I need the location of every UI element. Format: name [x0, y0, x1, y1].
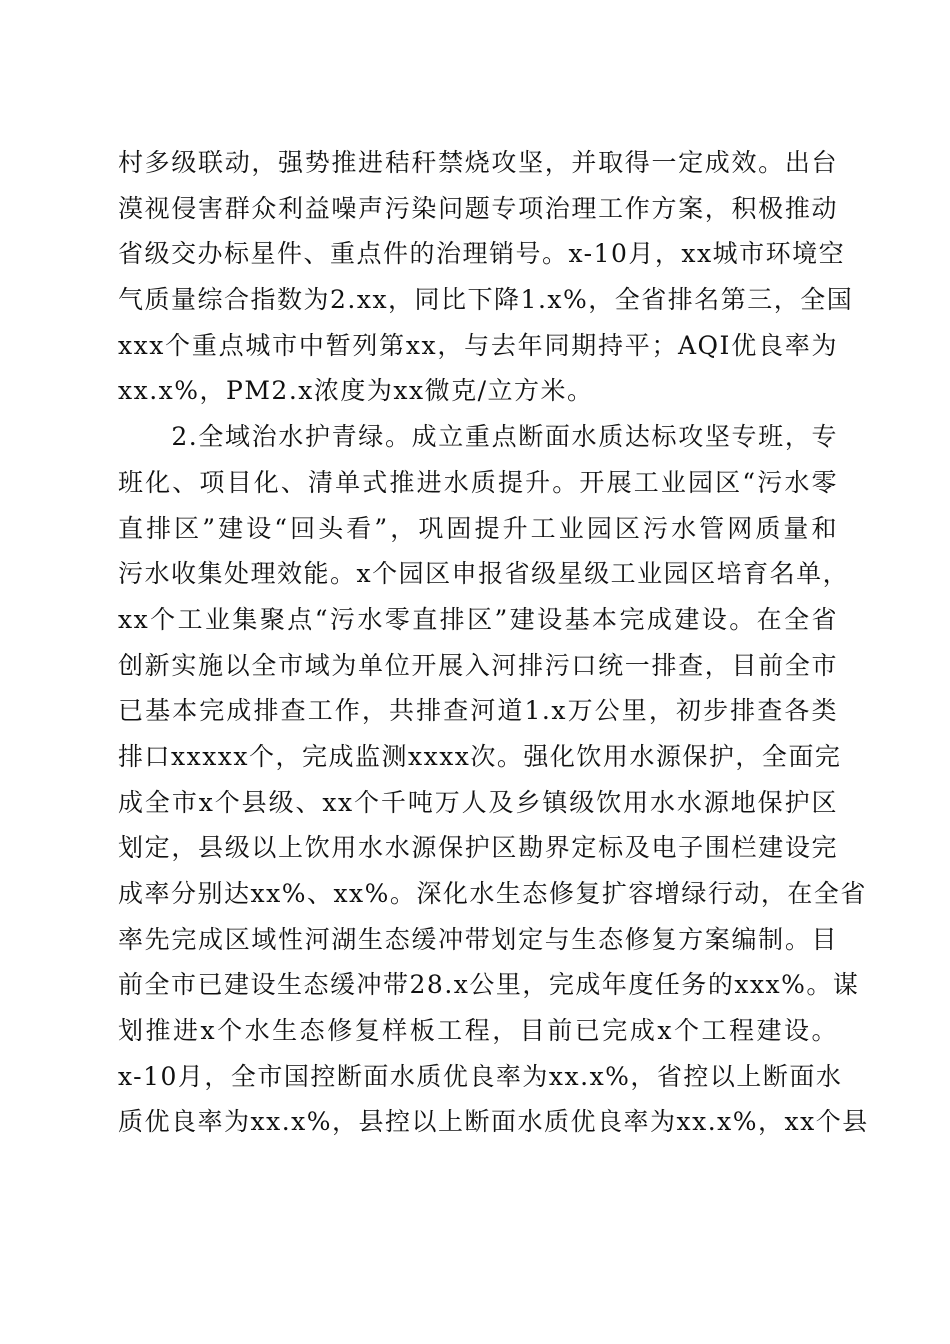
text-line: 成全市x个县级、xx个千吨万人及乡镇级饮用水水源地保护区 [118, 787, 838, 817]
text-line: 村多级联动，强势推进秸秆禁烧攻坚，并取得一定成效。出台 [118, 148, 838, 177]
text-line: xxx个重点城市中暂列第xx，与去年同期持平；AQI优良率为 [118, 330, 838, 360]
text-line: 排口xxxxx个，完成监测xxxx次。强化饮用水源保护，全面完 [118, 741, 842, 771]
text-line: 率先完成区域性河湖生态缓冲带划定与生态修复方案编制。目 [118, 924, 838, 954]
text-line: 漠视侵害群众利益噪声污染问题专项治理工作方案，积极推动 [118, 193, 838, 223]
text-line: xx个工业集聚点“污水零直排区”建设基本完成建设。在全省 [118, 604, 838, 634]
text-line: 前全市已建设生态缓冲带28.x公里，完成年度任务的xxx%。谋 [118, 970, 860, 1000]
text-line: 划推进x个水生态修复样板工程，目前已完成x个工程建设。 [118, 1016, 838, 1046]
text-line: 划定，县级以上饮用水水源保护区勘界定标及电子围栏建设完 [118, 833, 838, 863]
text-line: 省级交办标星件、重点件的治理销号。x-10月，xx城市环境空 [118, 239, 846, 269]
text-line: 直排区”建设“回头看”，巩固提升工业园区污水管网质量和 [118, 513, 838, 543]
text-line: 质优良率为xx.x%，县控以上断面水质优良率为xx.x%，xx个县 [118, 1107, 869, 1137]
text-line: 创新实施以全市域为单位开展入河排污口统一排查，目前全市 [118, 650, 838, 680]
body-text [118, 140, 869, 1145]
text-line: 已基本完成排查工作，共排查河道1.x万公里，初步排查各类 [118, 696, 838, 726]
text-line: 气质量综合指数为2.xx，同比下降1.x%，全省排名第三，全国 [118, 285, 854, 315]
text-line: x-10月，全市国控断面水质优良率为xx.x%，省控以上断面水 [118, 1061, 843, 1091]
text-line: 班化、项目化、清单式推进水质提升。开展工业园区“污水零 [118, 467, 838, 497]
text-line: 成率分别达xx%、xx%。深化水生态修复扩容增绿行动，在全省 [118, 879, 867, 908]
text-line: xx.x%，PM2.x浓度为xx微克/立方米。 [118, 376, 594, 406]
text-line: 2.全域治水护青绿。成立重点断面水质达标攻坚专班，专 [118, 422, 838, 452]
text-line: 污水收集处理效能。x个园区申报省级星级工业园区培育名单， [118, 559, 850, 589]
